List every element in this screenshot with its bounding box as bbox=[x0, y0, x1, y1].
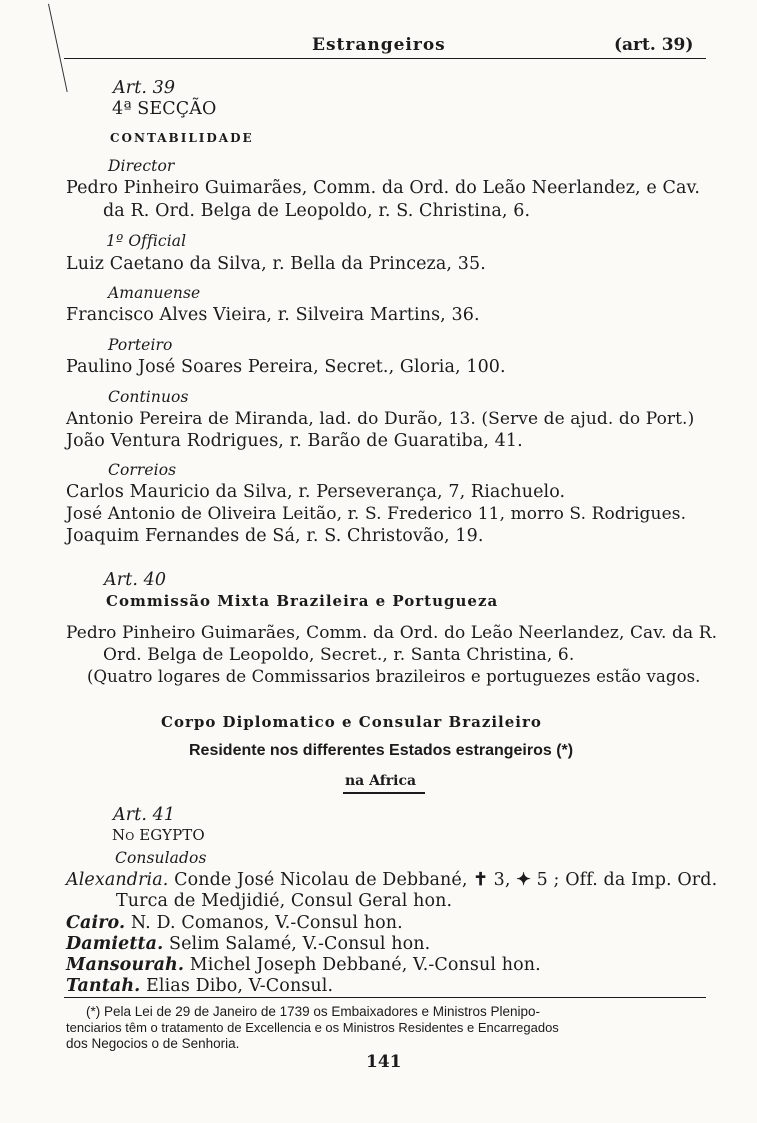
entry-line: Ord. Belga de Leopoldo, Secret., r. Santa Christina, 6. bbox=[103, 645, 575, 665]
article-title: Commissão Mixta Brazileira e Portugueza bbox=[106, 592, 499, 610]
role-label: Amanuense bbox=[108, 284, 201, 302]
role-label: Director bbox=[108, 157, 175, 175]
footnote-line: (*) Pela Lei de 29 de Janeiro de 1739 os Embaixadores e Ministros Plenipo- bbox=[86, 1004, 541, 1019]
order-star-icon: ✦ bbox=[516, 870, 531, 890]
region-heading: na Africa bbox=[345, 773, 417, 789]
article-number: Art. 41 bbox=[113, 805, 176, 825]
role-label: Continuos bbox=[108, 388, 189, 406]
article-reference: (art. 39) bbox=[614, 35, 694, 55]
section-subheading: Residente nos differentes Estados estrangeiros (*) bbox=[189, 742, 574, 759]
role-label: Consulados bbox=[115, 849, 207, 867]
entry-line: Joaquim Fernandes de Sá, r. S. Christovão, 19. bbox=[66, 526, 484, 546]
consul-entry-damietta bbox=[66, 934, 430, 954]
header-rule bbox=[64, 58, 706, 59]
section-title: 4ª SECÇÃO bbox=[112, 99, 217, 119]
left-margin-line bbox=[48, 4, 68, 92]
city-name: Alexandria. bbox=[66, 870, 169, 890]
order-grade: 3, bbox=[493, 870, 511, 890]
page-number: 141 bbox=[366, 1052, 402, 1072]
footnote-line: tenciarios têm o tratamento de Excellencia e os Ministros Residentes e Encarregados bbox=[66, 1020, 559, 1035]
section-heading: Corpo Diplomatico e Consular Brazileiro bbox=[161, 713, 542, 731]
role-label: Correios bbox=[108, 461, 177, 479]
entry-line: (Quatro logares de Commissarios brazileiros e portuguezes estão vagos. bbox=[87, 667, 701, 686]
entry-line: Pedro Pinheiro Guimarães, Comm. da Ord. do Leão Neerlandez, e Cav. bbox=[66, 178, 701, 198]
consul-name: Conde José Nicolau de Debbané, bbox=[174, 870, 468, 890]
footnote-line: dos Negocios o de Senhoria. bbox=[66, 1036, 240, 1051]
entry-line: Pedro Pinheiro Guimarães, Comm. da Ord. do Leão Neerlandez, Cav. da R. bbox=[66, 623, 718, 643]
city-name: Cairo. bbox=[66, 913, 126, 933]
footnote-rule bbox=[64, 997, 706, 998]
entry-line: José Antonio de Oliveira Leitão, r. S. Frederico 11, morro S. Rodrigues. bbox=[66, 504, 687, 524]
city-name: Mansourah. bbox=[66, 955, 185, 975]
order-details: 5 ; Off. da Imp. Ord. bbox=[536, 870, 718, 890]
entry-line: Luiz Caetano da Silva, r. Bella da Princeza, 35. bbox=[66, 254, 486, 274]
entry-line: Antonio Pereira de Miranda, lad. do Durão, 13. (Serve de ajud. do Port.) bbox=[66, 409, 695, 429]
entry-line: Turca de Medjidié, Consul Geral hon. bbox=[116, 891, 453, 911]
entry-line: Paulino José Soares Pereira, Secret., Gloria, 100. bbox=[66, 357, 506, 377]
entry-line: da R. Ord. Belga de Leopoldo, r. S. Christina, 6. bbox=[103, 201, 531, 221]
consul-entry-mansourah bbox=[66, 955, 541, 975]
order-cross-icon: ✝ bbox=[473, 870, 488, 890]
consul-name: N. D. Comanos, V.-Consul hon. bbox=[130, 913, 403, 933]
city-name: Damietta. bbox=[66, 934, 164, 954]
article-number: Art. 40 bbox=[104, 570, 167, 590]
city-name: Tantah. bbox=[66, 976, 141, 996]
role-label: 1º Official bbox=[106, 232, 187, 250]
region-underline bbox=[343, 792, 425, 794]
entry-line: João Ventura Rodrigues, r. Barão de Guaratiba, 41. bbox=[66, 431, 523, 451]
country-heading: No EGYPTO bbox=[112, 826, 205, 844]
consul-name: Elias Dibo, V-Consul. bbox=[146, 976, 334, 996]
consul-name: Selim Salamé, V.-Consul hon. bbox=[168, 934, 431, 954]
consul-entry-cairo bbox=[66, 913, 403, 933]
subsection-title: CONTABILIDADE bbox=[110, 131, 254, 145]
entry-line: Carlos Mauricio da Silva, r. Perseverança, 7, Riachuelo. bbox=[66, 482, 566, 502]
consul-entry-tantah bbox=[66, 976, 333, 996]
article-number: Art. 39 bbox=[113, 78, 176, 98]
consul-name: Michel Joseph Debbané, V.-Consul hon. bbox=[189, 955, 541, 975]
role-label: Porteiro bbox=[108, 336, 173, 354]
running-header: Estrangeiros bbox=[312, 35, 446, 55]
consul-entry-alexandria bbox=[66, 870, 717, 890]
entry-line: Francisco Alves Vieira, r. Silveira Martins, 36. bbox=[66, 305, 480, 325]
